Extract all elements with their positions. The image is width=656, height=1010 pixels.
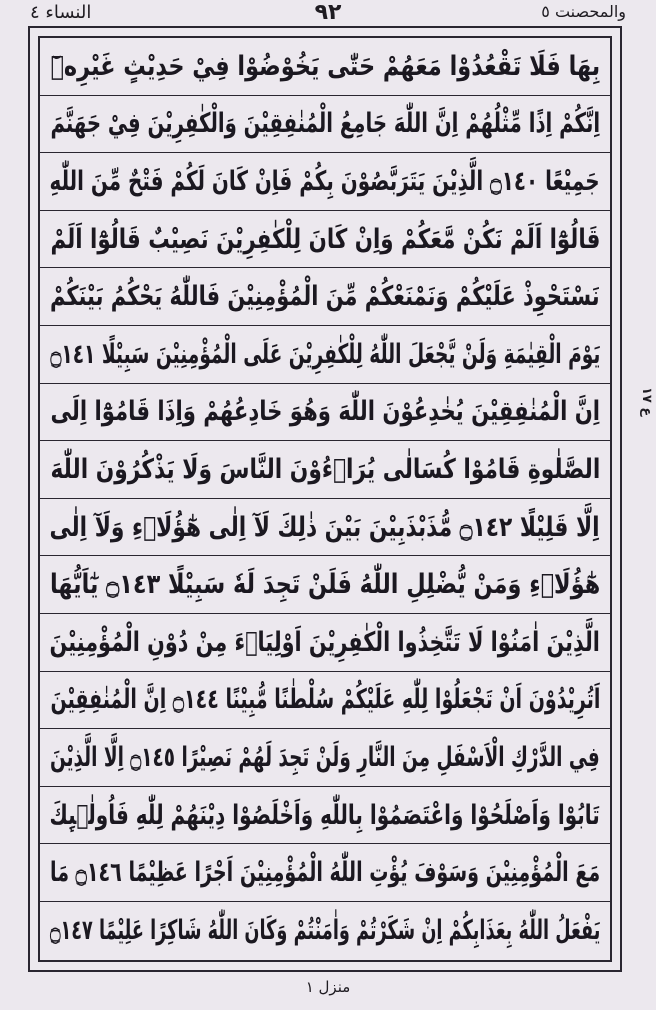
verse-line (40, 556, 610, 614)
verse-line (40, 441, 610, 499)
verse-text: اِنَّ الْمُنٰفِقِيْنَ يُخٰدِعُوْنَ اللّٰهَ وَهُوَ خَادِعُهُمْ وَاِذَا قَامُوْٓا اِلَى (50, 396, 600, 428)
juz-title: والمحصنت ٥ (541, 2, 626, 21)
verse-line (40, 672, 610, 730)
verse-line (40, 902, 610, 960)
verse-text: فِي الدَّرْكِ الْاَسْفَلِ مِنَ النَّارِ وَلَنْ تَجِدَ لَهُمْ نَصِيْرًا ۝١٤٥ اِلَّا الَّذِيْنَ (50, 741, 600, 773)
verse-text: الَّذِيْنَ اٰمَنُوْا لَا تَتَّخِذُوا الْكٰفِرِيْنَ اَوْلِيَاۗءَ مِنْ دُوْنِ الْمُؤْمِنِيْنَ (49, 626, 601, 658)
verse-text: اِنَّكُمْ اِذًا مِّثْلُهُمْ اِنَّ اللّٰهَ جَامِعُ الْمُنٰفِقِيْنَ وَالْكٰفِرِيْنَ فِيْ جَهَنَّمَ (50, 108, 600, 140)
verse-text: اِلَّا قَلِيْلًا ۝١٤٢ مُّذَبْذَبِيْنَ بَيْنَ ذٰلِكَ لَآ اِلٰى هٰٓؤُلَاۗءِ وَلَآ اِلٰى (49, 511, 601, 543)
surah-title: النساء ٤ (30, 2, 92, 23)
page-number: ٩٢ (314, 0, 342, 25)
verse-line (40, 38, 610, 96)
verse-line (40, 211, 610, 269)
verse-text: يَوْمَ الْقِيٰمَةِ وَلَنْ يَّجْعَلَ اللّٰهُ لِلْكٰفِرِيْنَ عَلَى الْمُؤْمِنِيْنَ سَبِيْلًا ۝١٤١ (50, 338, 600, 370)
verse-text: هٰٓؤُلَاۗءِ وَمَنْ يُّضْلِلِ اللّٰهُ فَلَنْ تَجِدَ لَهٗ سَبِيْلًا ۝١٤٣ يٰٓاَيُّهَا (49, 569, 601, 601)
verse-text: اَتُرِيْدُوْنَ اَنْ تَجْعَلُوْا لِلّٰهِ عَلَيْكُمْ سُلْطٰنًا مُّبِيْنًا ۝١٤٤ اِنَّ الْمُنٰفِقِيْنَ (50, 684, 600, 716)
verse-text: قَالُوْٓا اَلَمْ نَكُنْ مَّعَكُمْ وَاِنْ كَانَ لِلْكٰفِرِيْنَ نَصِيْبٌ قَالُوْٓا اَلَمْ (50, 223, 600, 255)
verse-line (40, 499, 610, 557)
ruku-marker: ع ١٧ (639, 386, 654, 416)
verse-line (40, 326, 610, 384)
verse-line (40, 384, 610, 442)
verse-line (40, 268, 610, 326)
manzil-label: منزل ١ (305, 978, 351, 996)
verse-line (40, 729, 610, 787)
verse-line (40, 96, 610, 154)
verse-text: يَفْعَلُ اللّٰهُ بِعَذَابِكُمْ اِنْ شَكَرْتُمْ وَاٰمَنْتُمْ وَكَانَ اللّٰهُ شَاكِرًا عَلِيْمًا ۝١٤٧ (49, 915, 601, 947)
verse-text: تَابُوْا وَاَصْلَحُوْا وَاعْتَصَمُوْا بِاللّٰهِ وَاَخْلَصُوْا دِيْنَهُمْ لِلّٰهِ فَاُولٰۗىِٕكَ (49, 799, 601, 831)
verse-line (40, 153, 610, 211)
verse-lines (40, 38, 610, 960)
verse-text: مَعَ الْمُؤْمِنِيْنَ وَسَوْفَ يُؤْتِ اللّٰهُ الْمُؤْمِنِيْنَ اَجْرًا عَظِيْمًا ۝١٤٦ مَا (49, 857, 601, 889)
verse-line (40, 787, 610, 845)
verse-text: جَمِيْعًا ۝١٤٠ الَّذِيْنَ يَتَرَبَّصُوْنَ بِكُمْ فَاِنْ كَانَ لَكُمْ فَتْحٌ مِّنَ اللّٰهِ (49, 165, 601, 197)
verse-text: بِهَا فَلَا تَقْعُدُوْا مَعَهُمْ حَتّٰى يَخُوْضُوْا فِيْ حَدِيْثٍ غَيْرِهٖٓ (50, 50, 600, 82)
verse-line (40, 844, 610, 902)
verse-line (40, 614, 610, 672)
verse-text: الصَّلٰوةِ قَامُوْا كُسَالٰى يُرَاۗءُوْنَ النَّاسَ وَلَا يَذْكُرُوْنَ اللّٰهَ (50, 453, 600, 485)
verse-text: نَسْتَحْوِذْ عَلَيْكُمْ وَنَمْنَعْكُمْ مِّنَ الْمُؤْمِنِيْنَ فَاللّٰهُ يَحْكُمُ بَيْنَكُمْ (50, 281, 600, 313)
